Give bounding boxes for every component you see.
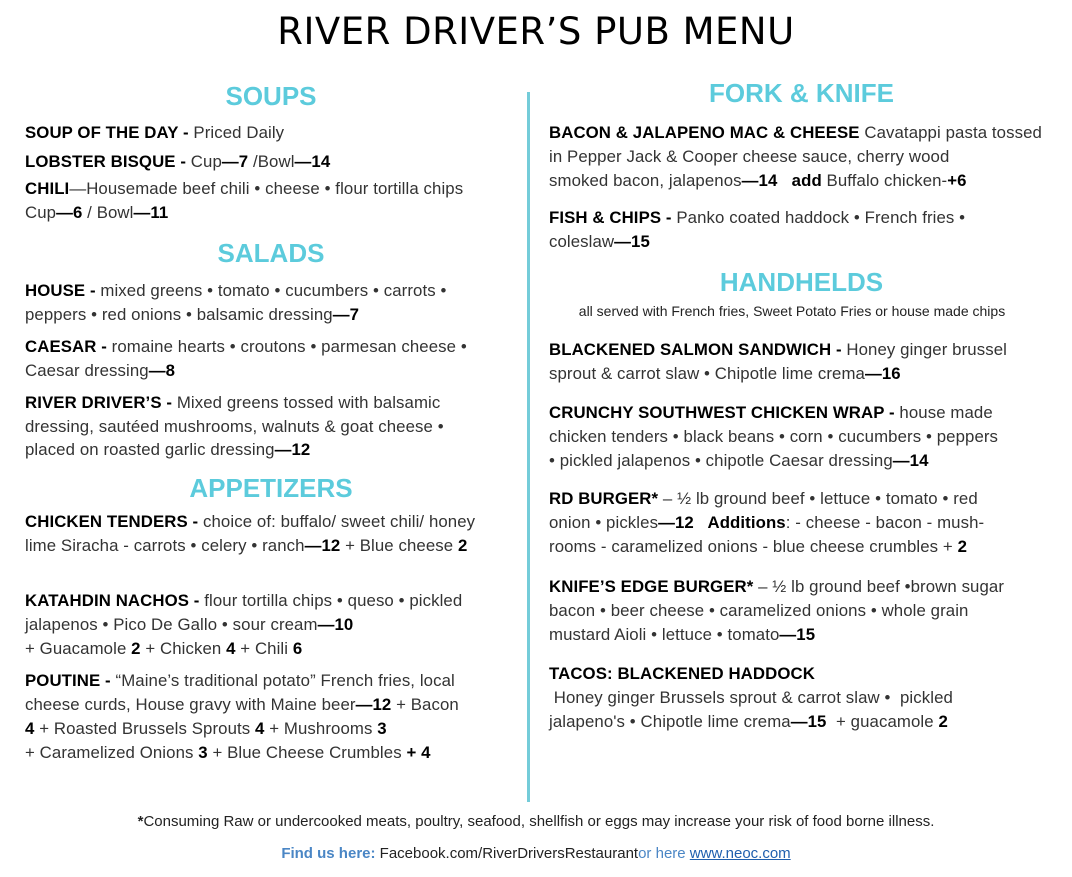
menu-item-lobster-bisque: [25, 150, 330, 174]
item-price: 2: [131, 639, 141, 658]
section-heading-fork-knife: FORK & KNIFE: [709, 78, 894, 108]
item-price: 6: [292, 639, 303, 658]
item-price: —14: [741, 171, 778, 190]
item-name: SOUP OF THE DAY -: [25, 123, 189, 142]
item-desc: + Blue cheese: [340, 536, 458, 555]
item-name: RIVER DRIVER’S -: [25, 393, 173, 412]
menu-item-chili: [25, 177, 520, 225]
item-desc: jalapenos • Pico De Gallo • sour cream: [25, 615, 318, 634]
item-desc: chicken tenders • black beans • corn • cucumbers • peppers: [549, 427, 999, 446]
item-desc: flour tortilla chips • queso • pickled: [199, 591, 463, 610]
website-link[interactable]: www.neoc.com: [689, 845, 791, 862]
item-price: —16: [864, 364, 901, 383]
item-desc: + Bacon: [391, 695, 459, 714]
item-desc: /Bowl: [248, 152, 295, 171]
item-price: —10: [317, 615, 354, 634]
section-heading-soups: SOUPS: [225, 81, 317, 111]
item-name: LOBSTER BISQUE -: [25, 152, 187, 171]
section-heading-handhelds: HANDHELDS: [719, 267, 884, 297]
item-desc: house made: [894, 403, 993, 422]
item-name: KATAHDIN NACHOS -: [25, 591, 200, 610]
item-add-label: Additions: [693, 513, 786, 532]
item-desc: in Pepper Jack & Cooper cheese sauce, cherry wood: [549, 147, 950, 166]
item-desc: peppers • red onions • balsamic dressing: [25, 305, 333, 324]
item-price: —14: [892, 451, 929, 470]
item-price: 4: [226, 639, 236, 658]
item-desc: Priced Daily: [188, 123, 285, 142]
item-price: —12: [274, 440, 311, 459]
menu-item-chicken-tenders: [25, 510, 520, 558]
item-price: 2: [957, 537, 968, 556]
item-desc: + Blue Cheese Crumbles: [207, 743, 407, 762]
item-name: RD BURGER*: [549, 489, 659, 508]
item-desc: + Guacamole: [25, 639, 132, 658]
item-desc: placed on roasted garlic dressing: [25, 440, 275, 459]
menu-title: RIVER DRIVER’S PUB MENU: [277, 10, 795, 53]
item-desc: Honey ginger Brussels sprout & carrot slaw • pickled: [549, 688, 953, 707]
menu-item-river-drivers-salad: [25, 391, 520, 462]
item-desc: • pickled jalapenos • chipotle Caesar dressing: [549, 451, 893, 470]
item-desc: bacon • beer cheese • caramelized onions • whole grain: [549, 601, 969, 620]
item-price: —12: [658, 513, 694, 532]
find-us-line: [0, 844, 1072, 864]
item-desc: onion • pickles: [549, 513, 659, 532]
item-price: 2: [457, 536, 468, 555]
item-desc: jalapeno's • Chipotle lime crema: [549, 712, 791, 731]
item-name: CRUNCHY SOUTHWEST CHICKEN WRAP -: [549, 403, 895, 422]
item-desc: Honey ginger brussel: [841, 340, 1007, 359]
item-desc: Panko coated haddock • French fries •: [671, 208, 966, 227]
column-divider: [527, 92, 530, 802]
menu-item-mac-cheese: [549, 121, 1064, 193]
item-desc: sprout & carrot slaw • Chipotle lime crema: [549, 364, 865, 383]
menu-item-chicken-wrap: [549, 401, 1064, 473]
item-desc: rooms - caramelized onions - blue cheese crumbles +: [549, 537, 958, 556]
item-desc: Cup: [25, 203, 57, 222]
item-desc: + Caramelized Onions: [25, 743, 199, 762]
item-desc: Cavatappi pasta tossed: [859, 123, 1042, 142]
item-desc: choice of: buffalo/ sweet chili/ honey: [198, 512, 476, 531]
item-desc: romaine hearts • croutons • parmesan cheese •: [106, 337, 467, 356]
item-desc: / Bowl: [82, 203, 134, 222]
item-name: FISH & CHIPS -: [549, 208, 672, 227]
item-price: —8: [148, 361, 176, 380]
menu-item-tacos: [549, 662, 1064, 734]
item-price: —11: [133, 203, 169, 222]
item-desc: “Maine’s traditional potato” French fries, local: [110, 671, 455, 690]
item-desc: Mixed greens tossed with balsamic: [172, 393, 441, 412]
item-desc: mixed greens • tomato • cucumbers • carrots •: [95, 281, 447, 300]
item-desc: – ½ lb ground beef •brown sugar: [753, 577, 1005, 596]
menu-item-knifes-edge-burger: [549, 575, 1064, 647]
item-price: 4: [25, 719, 35, 738]
menu-item-salmon-sandwich: [549, 338, 1064, 386]
item-desc: smoked bacon, jalapenos: [549, 171, 742, 190]
section-heading-salads: SALADS: [217, 238, 325, 268]
menu-item-house-salad: [25, 279, 520, 327]
item-price: 3: [198, 743, 208, 762]
item-price: —12: [355, 695, 392, 714]
menu-item-poutine: [25, 669, 520, 765]
item-price: —6: [56, 203, 83, 222]
item-desc: + Mushrooms: [264, 719, 378, 738]
disclaimer-text: Consuming Raw or undercooked meats, poultry, seafood, shellfish or eggs may increase your risk of food borne illness.: [143, 813, 935, 830]
menu-item-caesar-salad: [25, 335, 520, 383]
item-desc: + Chicken: [140, 639, 227, 658]
find-us-label: Find us here:: [281, 845, 376, 862]
item-price: —12: [304, 536, 341, 555]
item-desc: Buffalo chicken-: [821, 171, 948, 190]
item-price: —15: [614, 232, 650, 251]
item-price: —15: [779, 625, 816, 644]
item-price: —7: [221, 152, 249, 171]
item-price: +6: [947, 171, 967, 190]
menu-item-soup-of-the-day: [25, 121, 284, 145]
menu-item-katahdin-nachos: [25, 589, 520, 661]
item-desc: mustard Aioli • lettuce • tomato: [549, 625, 780, 644]
item-name: KNIFE’S EDGE BURGER*: [549, 577, 754, 596]
item-name: BLACKENED SALMON SANDWICH -: [549, 340, 842, 359]
item-name: POUTINE -: [25, 671, 111, 690]
item-price: —15: [790, 712, 827, 731]
item-desc: + Roasted Brussels Sprouts: [34, 719, 256, 738]
item-price: 4: [255, 719, 265, 738]
item-name: CHILI: [25, 179, 70, 198]
item-price: —14: [294, 152, 331, 171]
section-heading-appetizers: APPETIZERS: [189, 473, 353, 503]
item-desc: lime Siracha - carrots • celery • ranch: [25, 536, 305, 555]
item-add-label: add: [777, 171, 822, 190]
item-desc: coleslaw: [549, 232, 615, 251]
or-here-text: or here: [638, 845, 686, 862]
item-name: TACOS: BLACKENED HADDOCK: [549, 664, 815, 683]
item-name: CHICKEN TENDERS -: [25, 512, 199, 531]
item-desc: cheese curds, House gravy with Maine beer: [25, 695, 356, 714]
item-price: + 4: [406, 743, 431, 762]
item-name: CAESAR -: [25, 337, 107, 356]
item-desc: Cup: [186, 152, 222, 171]
item-desc: —Housemade beef chili • cheese • flour tortilla chips: [69, 179, 464, 198]
disclaimer-star: *: [137, 813, 144, 830]
item-desc: + guacamole: [826, 712, 939, 731]
item-price: —7: [332, 305, 360, 324]
item-desc: Caesar dressing: [25, 361, 149, 380]
raw-food-disclaimer: [0, 812, 1072, 832]
handhelds-note: all served with French fries, Sweet Potato Fries or house made chips: [578, 303, 1006, 319]
item-desc: : - cheese - bacon - mush-: [785, 513, 985, 532]
item-price: 2: [938, 712, 948, 731]
item-desc: – ½ lb ground beef • lettuce • tomato • red: [658, 489, 978, 508]
menu-item-fish-chips: [549, 206, 1064, 254]
item-desc: + Chili: [235, 639, 293, 658]
facebook-text: Facebook.com/RiverDriversRestaurant: [375, 845, 639, 862]
menu-item-rd-burger: [549, 487, 1064, 559]
item-price: 3: [377, 719, 387, 738]
item-desc: dressing, sautéed mushrooms, walnuts & goat cheese •: [25, 416, 444, 436]
item-name: BACON & JALAPENO MAC & CHEESE: [549, 123, 860, 142]
item-name: HOUSE -: [25, 281, 96, 300]
